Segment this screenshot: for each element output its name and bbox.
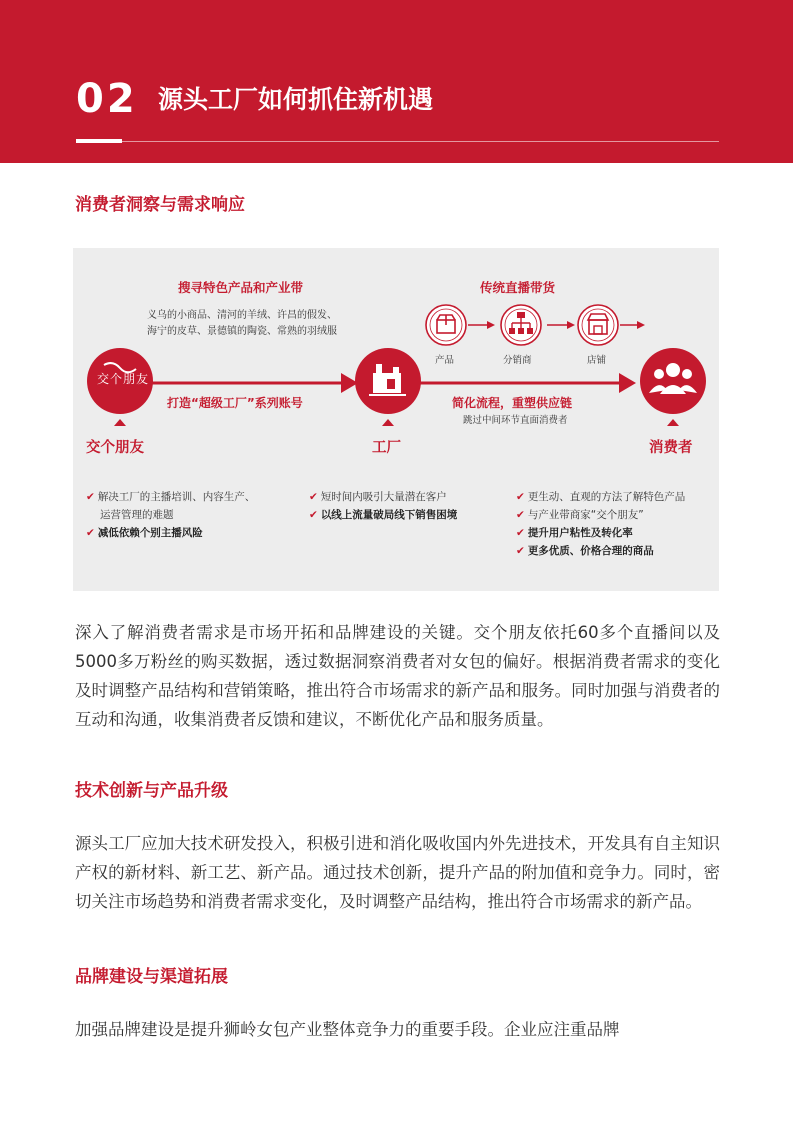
paragraph-brand-building: 加强品牌建设是提升狮岭女包产业整体竞争力的重要手段。企业应注重品牌 <box>75 1020 620 1039</box>
left-heading: 搜寻特色产品和产业带 <box>178 280 304 295</box>
arrow-factory-to-consumer-head <box>619 373 636 393</box>
section-heading-tech-innovation: 技术创新与产品升级 <box>75 781 228 801</box>
chapter-number: 02 <box>76 76 138 122</box>
list-item: ✔ 短时间内吸引大量潜在客户 <box>309 491 447 503</box>
chapter-title: 源头工厂如何抓住新机遇 <box>158 85 434 114</box>
node-label-friends: 交个朋友 <box>86 440 144 456</box>
check-icon: ✔ <box>309 491 318 503</box>
business-model-infographic <box>73 248 719 591</box>
benefits-list-friends <box>86 488 255 542</box>
arrow2-sublabel: 跳过中间环节直面消费者 <box>463 415 568 426</box>
section-heading-consumer-insight: 消费者洞察与需求响应 <box>75 195 245 215</box>
list-item: ✔ 与产业带商家“交个朋友” <box>516 509 644 521</box>
left-desc-line1: 义乌的小商品、清河的羊绒、许昌的假发、 <box>147 310 337 321</box>
node-label-factory: 工厂 <box>372 440 401 456</box>
header-divider-accent <box>76 139 122 143</box>
benefits-list-consumer <box>516 488 685 560</box>
logo-text: 交个朋友 <box>97 372 150 386</box>
list-item: ✔ 更生动、直观的方法了解特色产品 <box>516 491 686 503</box>
check-icon: ✔ <box>516 491 525 503</box>
list-item: 运营管理的难题 <box>100 509 174 521</box>
consumers-icon <box>640 348 706 414</box>
node-label-consumer: 消费者 <box>649 440 693 456</box>
node-right-pointer <box>667 419 679 426</box>
list-item: ✔ 解决工厂的主播培训、内容生产、 <box>86 491 256 503</box>
arrow1-label: 打造“超级工厂”系列账号 <box>167 396 303 410</box>
arrow2-label: 简化流程，重塑供应链 <box>452 396 573 410</box>
section-heading-brand-building: 品牌建设与渠道拓展 <box>75 967 228 987</box>
list-item: ✔ 减低依赖个别主播风险 <box>86 527 203 539</box>
factory-icon <box>355 348 421 414</box>
paragraph-consumer-insight: 深入了解消费者需求是市场开拓和品牌建设的关键。交个朋友依托60多个直播间以及5000多万粉丝的购买数据，透过数据洞察消费者对女包的偏好。根据消费者需求的变化及时调整产品结构和营销策略，推出符合市场需求的新产品和服务。同时加强与消费者的互动和沟通，收集消费者反馈和建议，不断优化产品和服务质量。 <box>75 623 720 729</box>
right-heading: 传统直播带货 <box>480 280 556 295</box>
header-divider <box>76 141 719 142</box>
check-icon: ✔ <box>86 491 95 503</box>
distributor-icon <box>501 305 541 345</box>
benefits-list-factory <box>309 488 457 524</box>
chain-label-store: 店铺 <box>587 355 607 366</box>
chapter-header <box>0 0 793 163</box>
list-item: ✔ 以线上流量破局线下销售困境 <box>309 509 458 521</box>
check-icon: ✔ <box>516 545 525 557</box>
check-icon: ✔ <box>309 509 318 521</box>
chain-label-product: 产品 <box>435 355 455 366</box>
left-desc-line2: 海宁的皮草、景德镇的陶瓷、常熟的羽绒服 <box>147 326 337 337</box>
paragraph-tech-innovation: 源头工厂应加大技术研发投入，积极引进和消化吸收国内外先进技术，开发具有自主知识产权的新材料、新工艺、新产品。通过技术创新，提升产品的附加值和竞争力。同时，密切关注市场趋势和消费者需求变化，及时调整产品结构，推出符合市场需求的新产品。 <box>75 834 720 911</box>
store-icon <box>578 305 618 345</box>
chain-label-distributor: 分销商 <box>503 355 532 366</box>
node-left-pointer <box>114 419 126 426</box>
check-icon: ✔ <box>516 509 525 521</box>
check-icon: ✔ <box>86 527 95 539</box>
node-mid-pointer <box>382 419 394 426</box>
product-icon <box>426 305 466 345</box>
list-item: ✔ 提升用户粘性及转化率 <box>516 527 633 539</box>
list-item: ✔ 更多优质、价格合理的商品 <box>516 545 654 557</box>
check-icon: ✔ <box>516 527 525 539</box>
